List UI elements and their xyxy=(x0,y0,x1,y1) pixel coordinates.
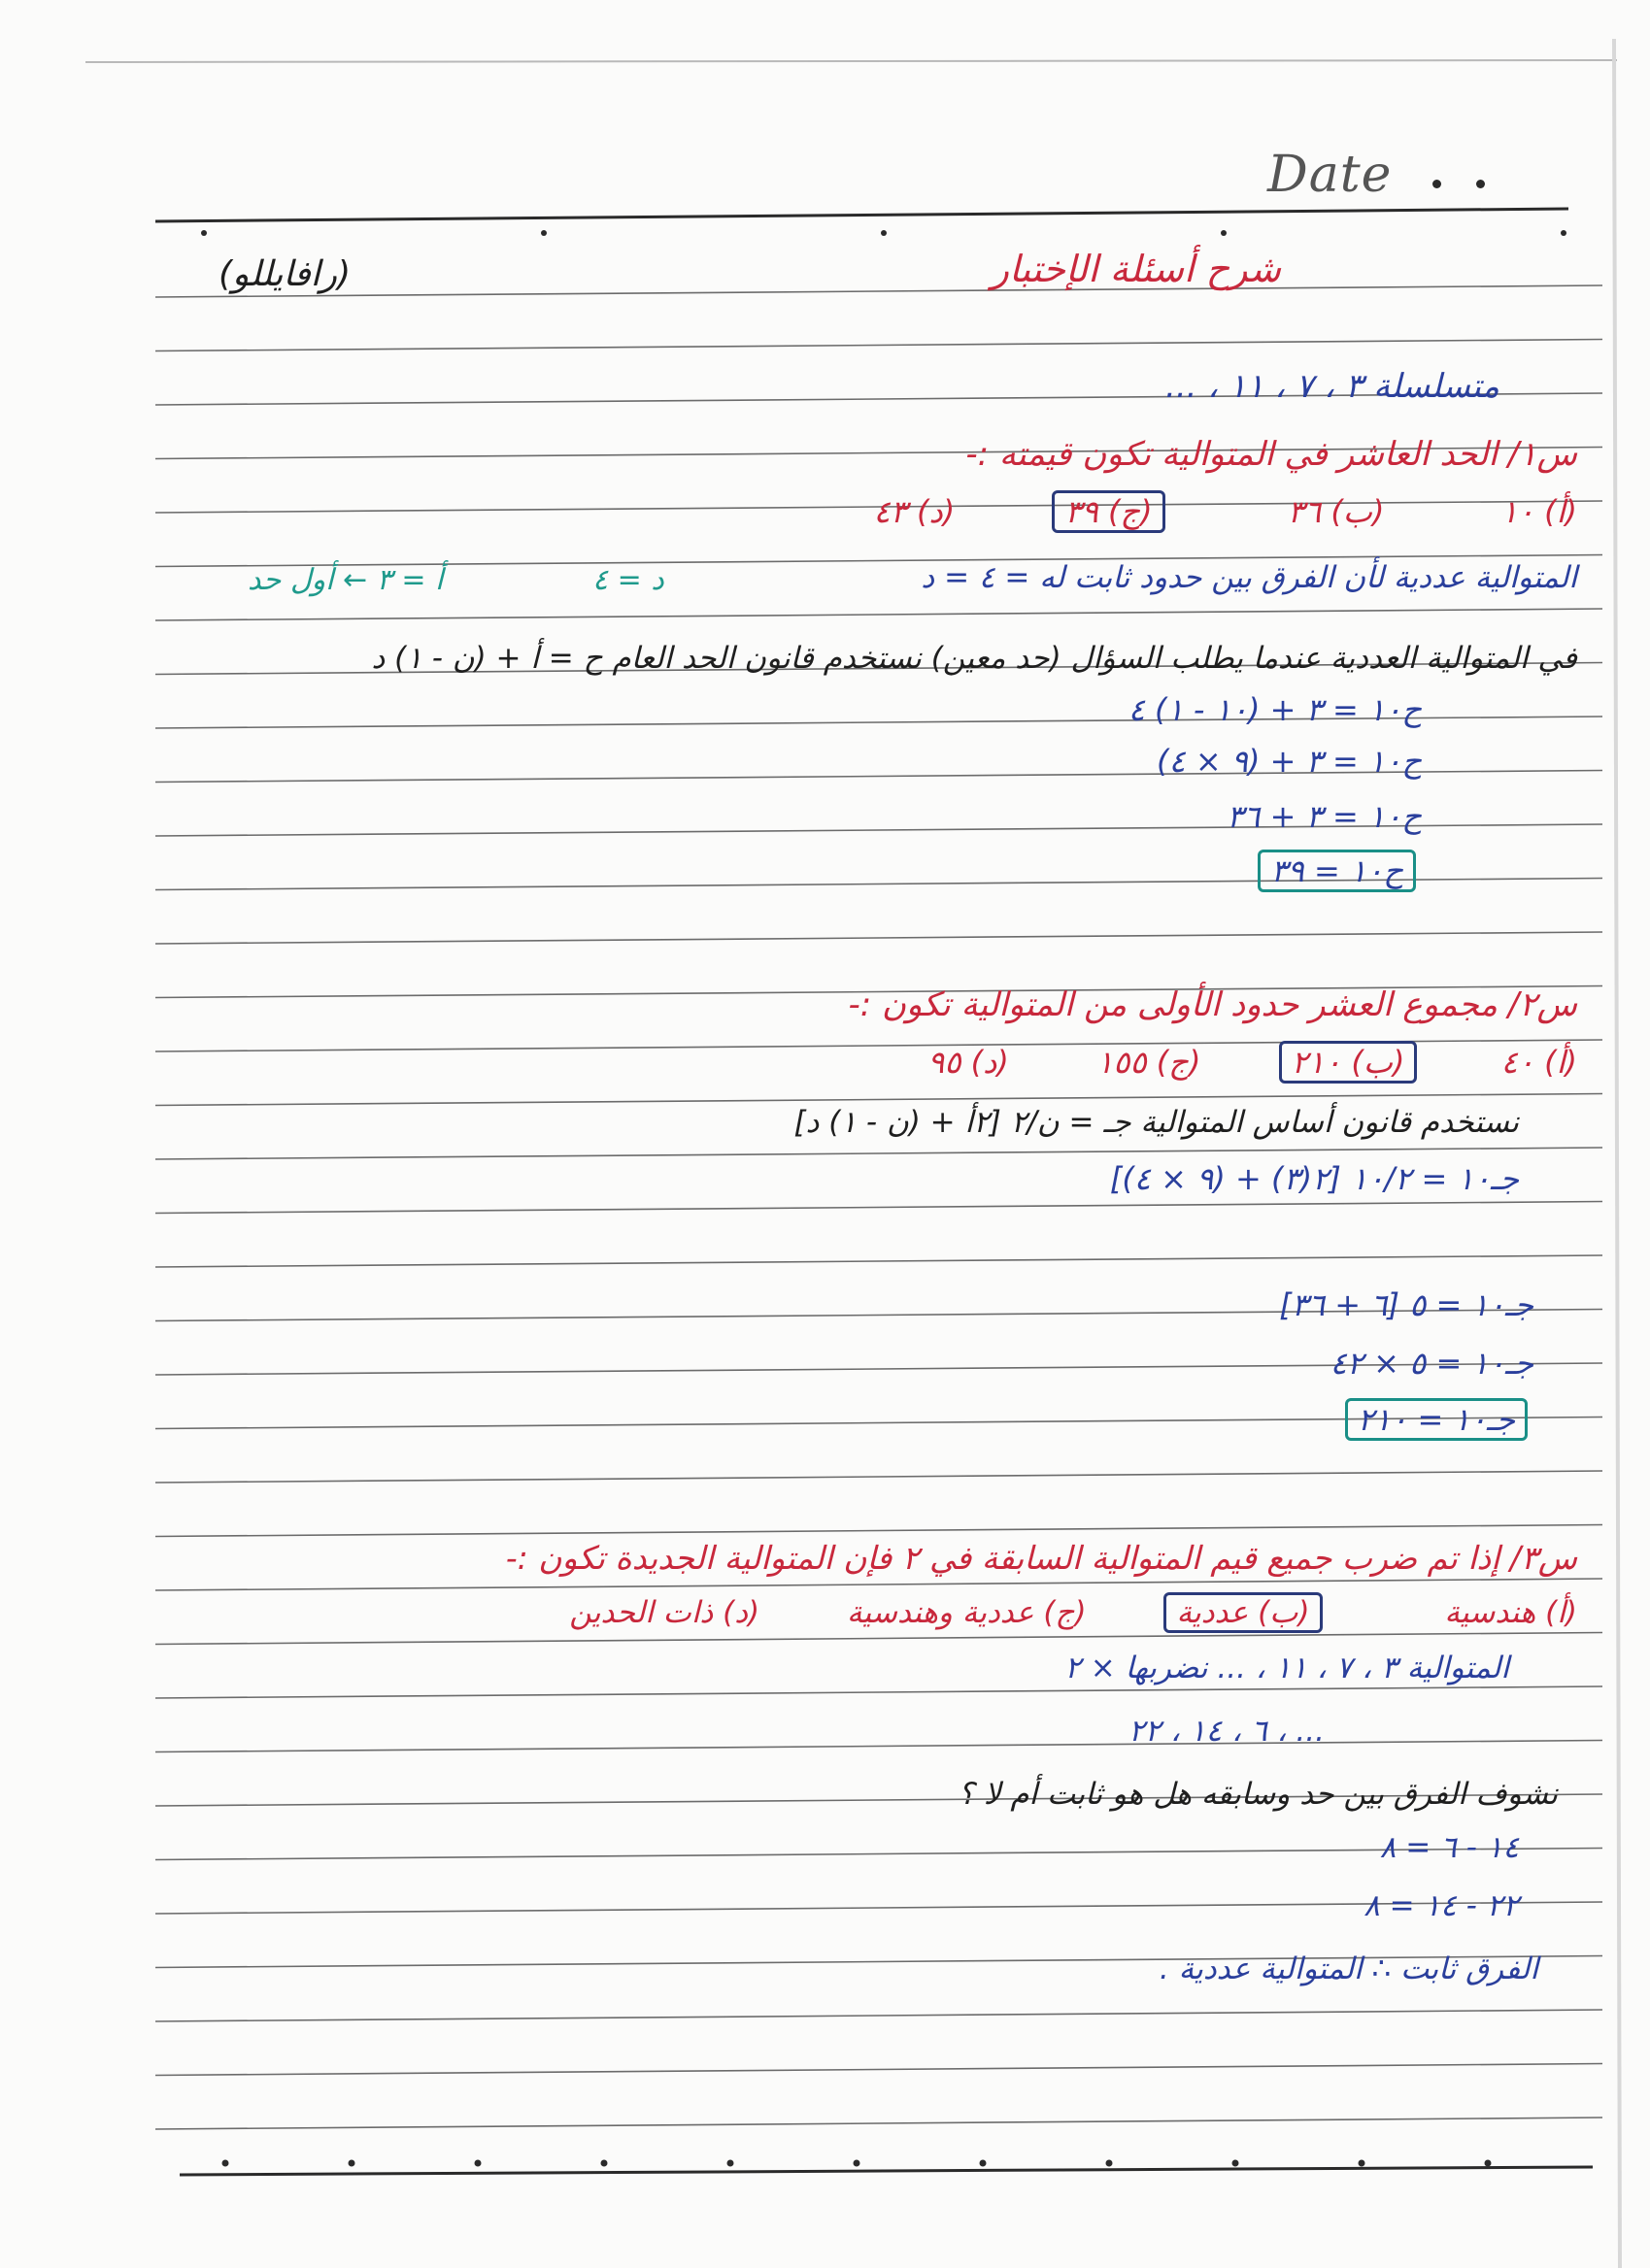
ruled-line xyxy=(155,1579,1602,1590)
q3-choice-a: (أ) هندسية xyxy=(1444,1595,1577,1630)
footer-dot xyxy=(1106,2160,1113,2167)
q2-question: س٢/ مجموع العشر حدود الأولى من المتوالية تكون :- xyxy=(848,985,1577,1024)
q2-answer xyxy=(1339,1398,1533,1441)
q2-choice-b-correct: (ب) ٢١٠ xyxy=(1279,1041,1418,1084)
q1-answer xyxy=(1252,850,1422,892)
q3-check: نشوف الفرق بين حد وسابقه هل هو ثابت أم لا ؟ xyxy=(958,1777,1558,1812)
header-rule-dot xyxy=(541,230,547,236)
ruled-line xyxy=(155,1525,1602,1537)
q2-step-1: جـ١٠ = ١٠/٢ [٢(٣) + (٩ × ٤)] xyxy=(1109,1160,1519,1197)
ruled-line xyxy=(155,1633,1602,1645)
footer-dot xyxy=(1359,2160,1365,2167)
header-rule-dot xyxy=(201,230,207,236)
q3-choice-d: (د) ذات الحدين xyxy=(569,1595,760,1630)
ruled-line xyxy=(155,609,1602,620)
page-title: شرح أسئلة الإختبار xyxy=(991,248,1281,290)
q2-choices xyxy=(927,1041,1577,1084)
ruled-line xyxy=(155,932,1602,944)
q3-new-sequence: ٦ ، ١٤ ، ٢٢ ، ... xyxy=(1128,1714,1325,1749)
q1-first-term: أ = ٣ ← أول حد xyxy=(248,563,444,597)
q2-step-3: جـ١٠ = ٥ × ٤٢ xyxy=(1330,1345,1533,1382)
q1-choice-b: (ب) ٣٦ xyxy=(1287,493,1385,530)
ruled-line xyxy=(155,1148,1602,1159)
sequence-text: متسلسلة ٣ ، ٧ ، ١١ ، ... xyxy=(1165,367,1499,406)
ruled-line xyxy=(155,2118,1602,2129)
q3-choice-c: (ج) عددية وهندسية xyxy=(847,1595,1087,1630)
q3-original: المتوالية ٣ ، ٧ ، ١١ ، ... نضربها × ٢ xyxy=(1064,1651,1509,1685)
q3-question: س٣/ إذا تم ضرب جميع قيم المتوالية السابقة في ٢ فإن المتوالية الجديدة تكون :- xyxy=(505,1539,1577,1577)
footer-dot xyxy=(1232,2160,1239,2167)
footer-dot xyxy=(222,2160,229,2167)
q3-conclusion: الفرق ثابت ∴ المتوالية عددية . xyxy=(1159,1951,1538,1986)
q1-step-2: ح١٠ = ٣ + (٩ × ٤) xyxy=(1156,743,1422,780)
q1-choice-a: (أ) ١٠ xyxy=(1500,493,1577,530)
page-edge-shadow xyxy=(1614,39,1620,2268)
q1-d-value: د = ٤ xyxy=(592,563,664,597)
footer-dot xyxy=(349,2160,355,2167)
q3-choices xyxy=(569,1592,1577,1633)
header-rule-dot xyxy=(1561,230,1566,236)
footer-dot xyxy=(1485,2160,1492,2167)
footer-dot xyxy=(854,2160,860,2167)
author-name: (رافايللو) xyxy=(219,254,352,294)
ruled-line xyxy=(155,1741,1602,1752)
ruled-line xyxy=(155,1471,1602,1483)
footer-dot xyxy=(475,2160,482,2167)
date-label: Date xyxy=(1267,146,1393,204)
header-rule xyxy=(155,209,1568,221)
ruled-line xyxy=(155,2010,1602,2021)
q3-choice-b-correct: (ب) عددية xyxy=(1163,1592,1322,1633)
page-top-edge xyxy=(85,60,1617,62)
q1-choice-d: (د) ٤٣ xyxy=(873,493,956,530)
q2-choice-d: (د) ٩٥ xyxy=(927,1044,1009,1081)
footer-dot xyxy=(601,2160,608,2167)
q1-choice-c-correct: (ج) ٣٩ xyxy=(1052,490,1164,533)
footer-dot xyxy=(980,2160,987,2167)
q3-diff-2: ٢٢ - ١٤ = ٨ xyxy=(1364,1888,1519,1923)
header-dot xyxy=(1432,180,1441,188)
ruled-line xyxy=(155,1686,1602,1698)
footer-dot xyxy=(727,2160,734,2167)
q2-choice-a: (أ) ٤٠ xyxy=(1500,1044,1577,1081)
q2-step-2: جـ١٠ = ٥ [٦ + ٣٦] xyxy=(1279,1286,1533,1323)
q2-answer-box: جـ١٠ = ٢١٠ xyxy=(1345,1398,1528,1441)
q1-answer-box: ح١٠ = ٣٩ xyxy=(1258,850,1416,892)
q1-step-3: ح١٠ = ٣ + ٣٦ xyxy=(1227,798,1422,835)
q1-question: س١/ الحد العاشر في المتوالية تكون قيمته :- xyxy=(965,435,1577,474)
header-dot xyxy=(1476,180,1485,188)
ruled-line xyxy=(155,1202,1602,1214)
ruled-line xyxy=(155,285,1602,297)
ruled-line xyxy=(155,1094,1602,1106)
q1-rule: في المتوالية العددية عندما يطلب السؤال (حد معين) نستخدم قانون الحد العام ح = أ + (ن - ١) د xyxy=(371,641,1577,676)
q1-step-1: ح١٠ = ٣ + (١٠ - ١) ٤ xyxy=(1128,691,1422,728)
q2-rule: نستخدم قانون أساس المتوالية جـ = ن/٢ [٢أ + (ن - ١) د] xyxy=(793,1105,1519,1140)
header-rule-dot xyxy=(1221,230,1227,236)
ruled-line xyxy=(155,340,1602,351)
q2-choice-c: (ج) ١٥٥ xyxy=(1096,1044,1201,1081)
footer-rule xyxy=(180,2167,1593,2175)
q1-note: المتوالية عددية لأن الفرق بين حدود ثابت له = ٤ = د xyxy=(921,560,1577,595)
ruled-line xyxy=(155,2064,1602,2076)
header-rule-dot xyxy=(881,230,887,236)
q1-choices xyxy=(874,490,1578,533)
ruled-line xyxy=(155,1255,1602,1267)
q3-diff-1: ١٤ - ٦ = ٨ xyxy=(1379,1830,1519,1865)
